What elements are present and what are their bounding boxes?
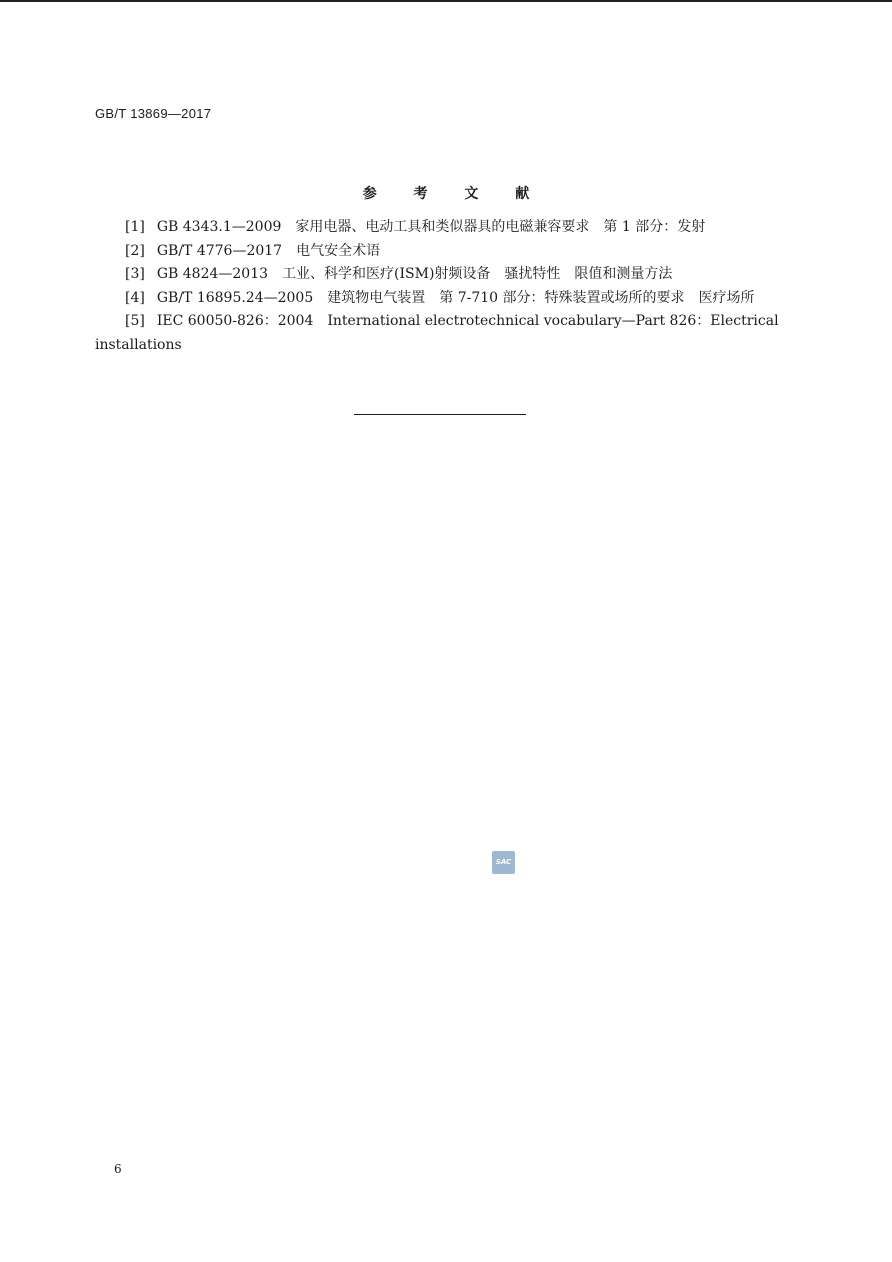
standard-number: GB/T 13869—2017 xyxy=(95,106,212,121)
reference-item xyxy=(95,287,788,311)
reference-item xyxy=(95,216,788,240)
reference-number: [4] xyxy=(125,289,145,306)
sac-logo-text: SAC xyxy=(495,858,512,866)
reference-number: [5] xyxy=(125,313,145,329)
references-list xyxy=(95,216,788,357)
reference-text: 建筑物电气装置 第 7-710 部分：特殊装置或场所的要求 医疗场所 xyxy=(327,289,755,306)
reference-item xyxy=(95,310,788,357)
reference-code: GB/T 16895.24—2005 xyxy=(156,289,314,306)
reference-code: IEC 60050-826：2004 xyxy=(156,313,314,329)
reference-text: International electrotechnical vocabulary—Part 826：Electrical installations xyxy=(95,313,779,353)
reference-item xyxy=(95,263,788,287)
reference-number: [3] xyxy=(125,266,145,282)
reference-item xyxy=(95,240,788,264)
references-title: 参 考 文 献 xyxy=(362,186,546,202)
end-rule xyxy=(354,414,526,415)
reference-code: GB 4824—2013 xyxy=(156,266,269,282)
reference-number: [2] xyxy=(125,242,145,259)
reference-text: 电气安全术语 xyxy=(296,242,381,259)
reference-code: GB 4343.1—2009 xyxy=(156,219,282,235)
reference-code: GB/T 4776—2017 xyxy=(156,242,283,259)
sac-logo xyxy=(492,851,515,874)
reference-text: 工业、科学和医疗(ISM)射频设备 骚扰特性 限值和测量方法 xyxy=(282,266,673,282)
page-number: 6 xyxy=(114,1162,122,1176)
reference-number: [1] xyxy=(125,219,145,235)
reference-text: 家用电器、电动工具和类似器具的电磁兼容要求 第 1 部分：发射 xyxy=(295,219,706,235)
top-border-line xyxy=(0,0,892,2)
